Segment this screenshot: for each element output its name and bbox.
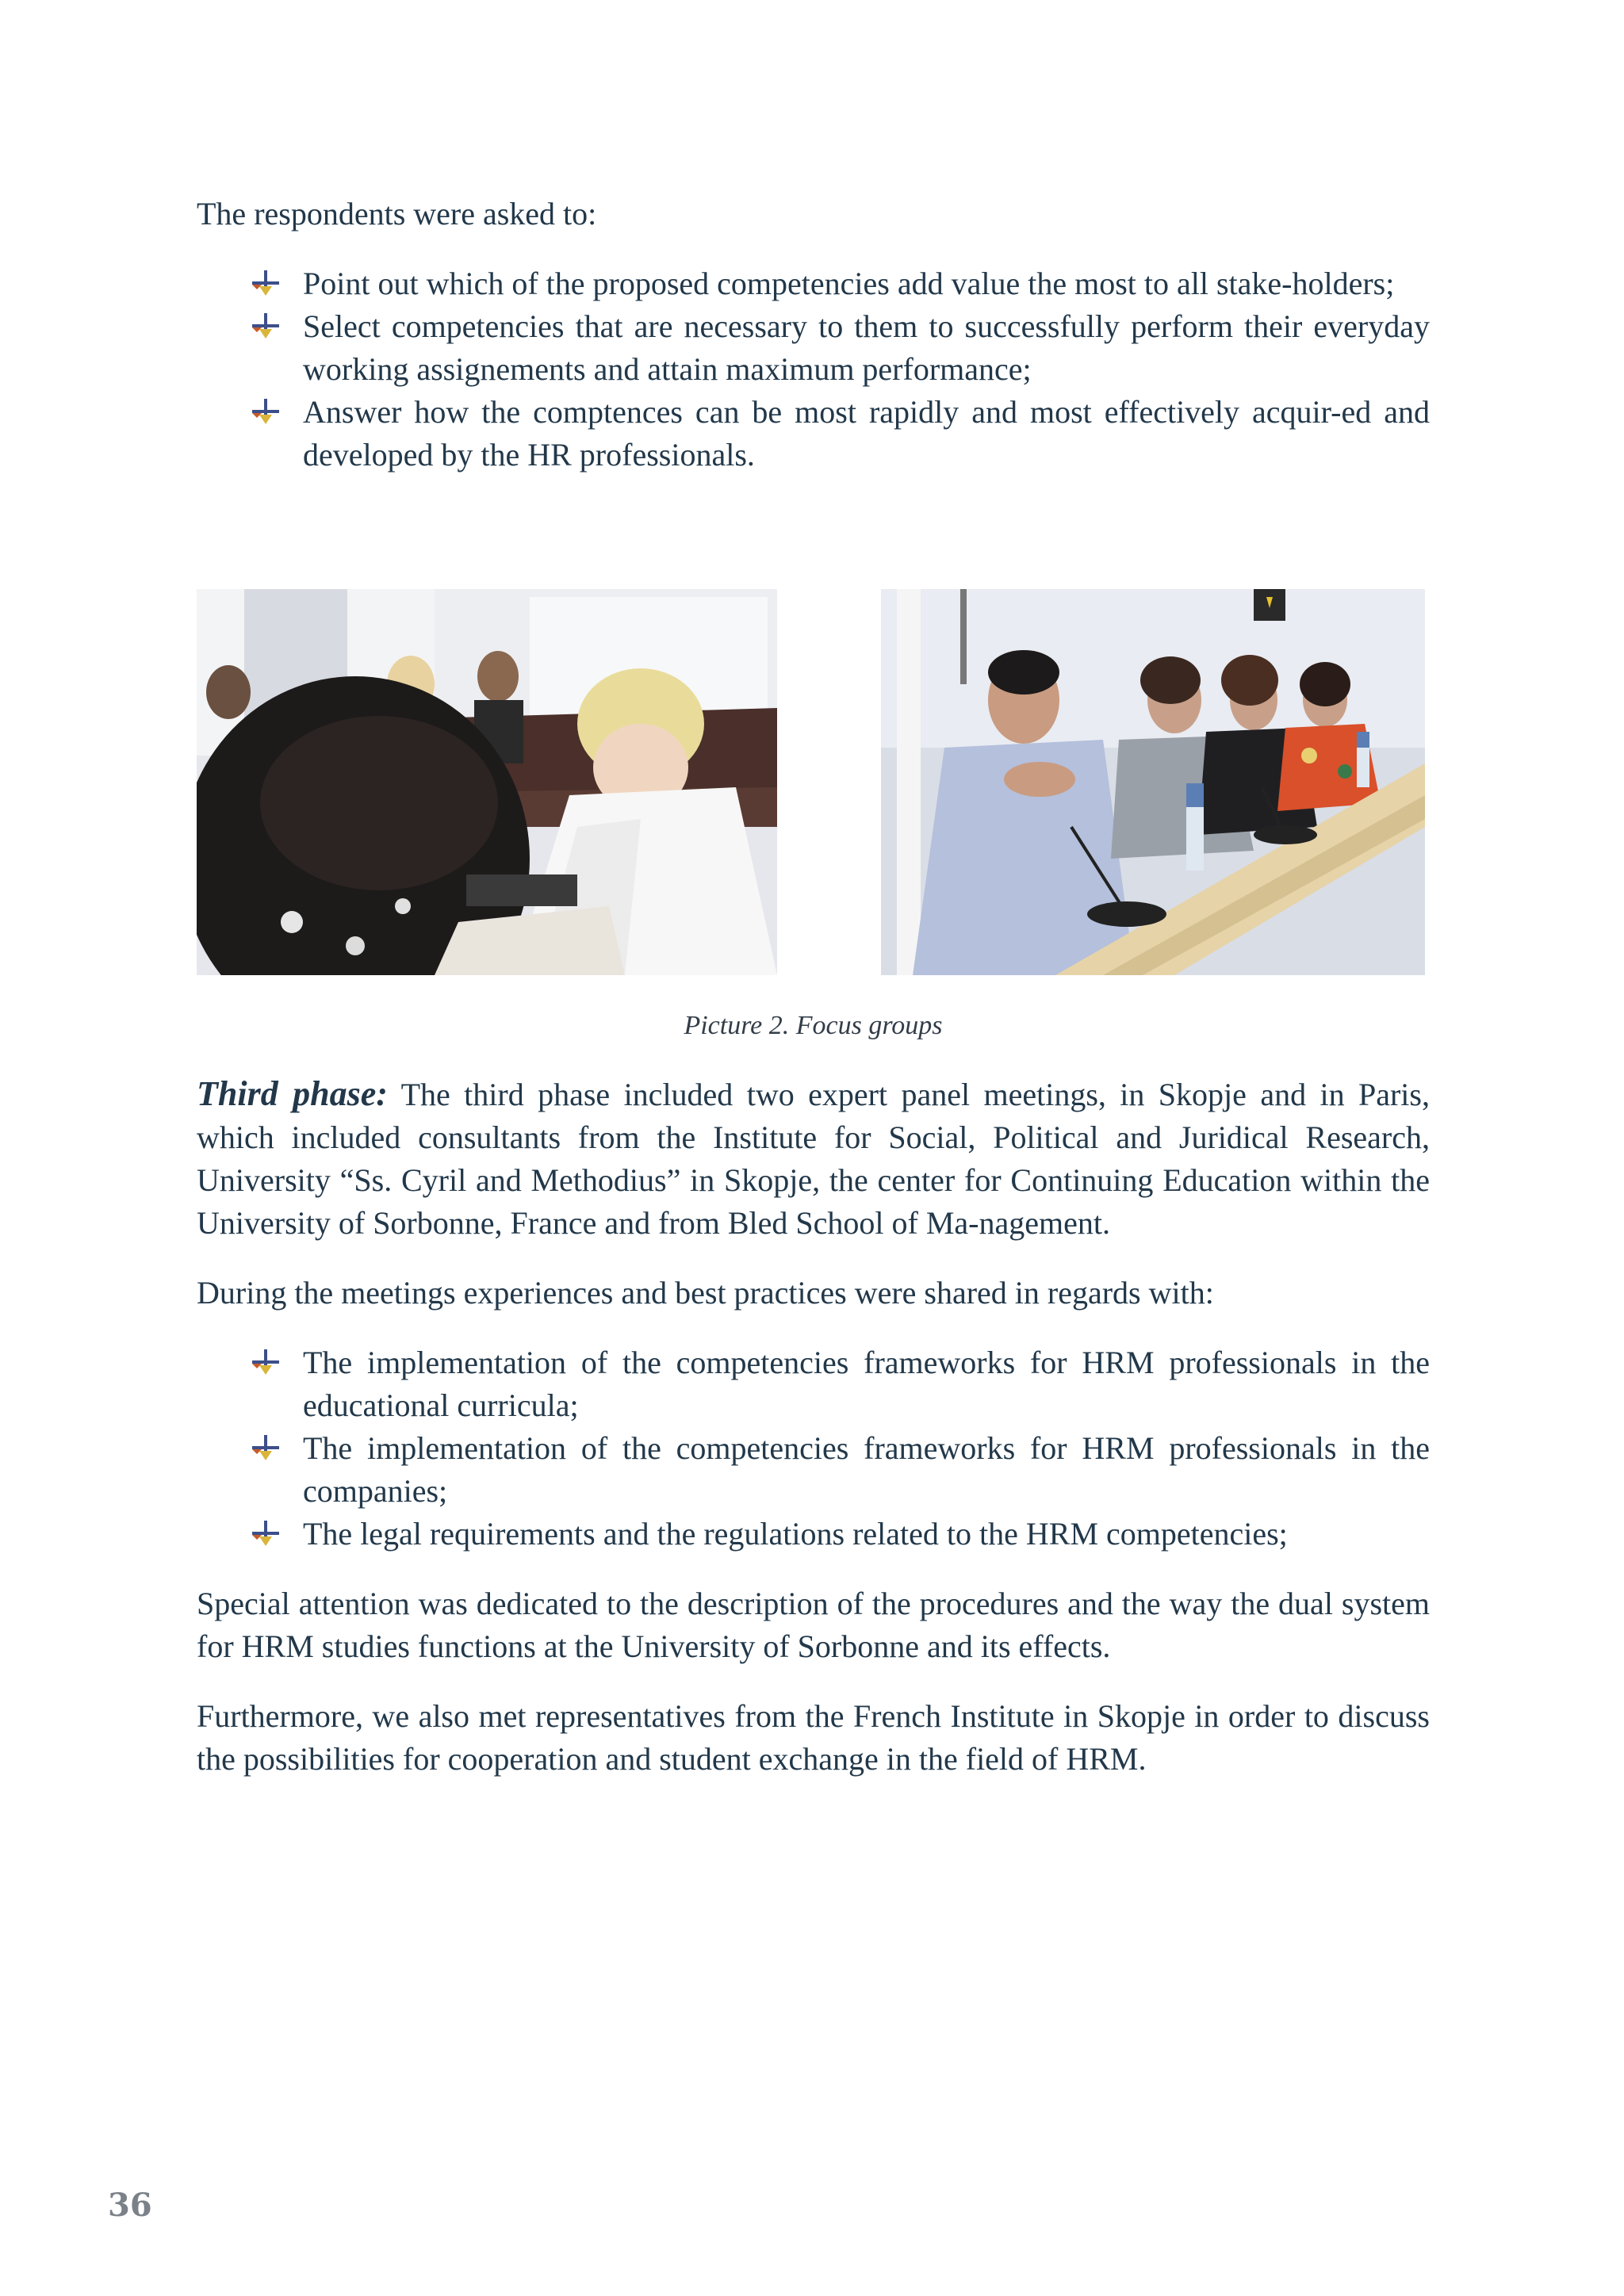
arrow-bullet-icon bbox=[251, 1435, 281, 1460]
list-item-text: Answer how the comptences can be most rapidly and most effectively acquir-ed and developed by the HR professionals. bbox=[303, 394, 1430, 473]
list-item bbox=[197, 391, 1430, 476]
list-item bbox=[197, 305, 1430, 391]
focus-group-photo-right bbox=[881, 589, 1425, 975]
arrow-bullet-icon bbox=[251, 313, 281, 339]
furthermore-paragraph: Furthermore, we also met representatives from the French Institute in Skopje in order to discuss the possibilities for cooperation and student exchange in the field of HRM. bbox=[197, 1698, 1430, 1777]
third-phase-text: The third phase included two expert panel meetings, in Skopje and in Paris, which included consultants from the Institute for Social, Political and Juridical Research, University “Ss. Cyril and Methodius” in Skopje, the center for Continuing Education within the University of Sorbonne, France and from Bled School of Ma-nagement. bbox=[197, 1077, 1430, 1241]
arrow-bullet-icon bbox=[251, 1521, 281, 1546]
meetings-intro-text: During the meetings experiences and best practices were shared in regards with: bbox=[197, 1275, 1214, 1311]
focus-group-photo-left bbox=[197, 589, 777, 975]
special-attention-paragraph: Special attention was dedicated to the description of the procedures and the way the dual system for HRM studies functions at the University of Sorbonne and its effects. bbox=[197, 1586, 1430, 1664]
list-item-text: The implementation of the competencies frameworks for HRM professionals in the educational curricula; bbox=[303, 1345, 1430, 1423]
respondent-task-list bbox=[197, 262, 1430, 476]
arrow-bullet-icon bbox=[251, 399, 281, 424]
third-phase-section bbox=[197, 1073, 1430, 1781]
list-item bbox=[197, 1513, 1430, 1556]
list-item-text: Select competencies that are necessary to them to successfully perform their everyday working assignements and attain maximum performance; bbox=[303, 308, 1430, 387]
list-item-text: The implementation of the competencies frameworks for HRM professionals in the companies; bbox=[303, 1430, 1430, 1509]
photo-caption: Picture 2. Focus groups bbox=[684, 1011, 943, 1040]
intro-text: The respondents were asked to: bbox=[197, 196, 597, 232]
third-phase-lead: Third phase: bbox=[197, 1074, 388, 1113]
arrow-bullet-icon bbox=[251, 1349, 281, 1375]
list-item bbox=[197, 1341, 1430, 1427]
arrow-bullet-icon bbox=[251, 270, 281, 296]
list-item-text: Point out which of the proposed competencies add value the most to all stake-holders; bbox=[303, 266, 1395, 301]
list-item bbox=[197, 1427, 1430, 1513]
list-item-text: The legal requirements and the regulations related to the HRM competencies; bbox=[303, 1516, 1288, 1552]
page-number: 36 bbox=[108, 2187, 152, 2224]
list-item bbox=[197, 262, 1430, 305]
third-phase-paragraph bbox=[197, 1073, 1430, 1245]
intro-section bbox=[197, 193, 1430, 476]
meeting-topic-list bbox=[197, 1341, 1430, 1556]
